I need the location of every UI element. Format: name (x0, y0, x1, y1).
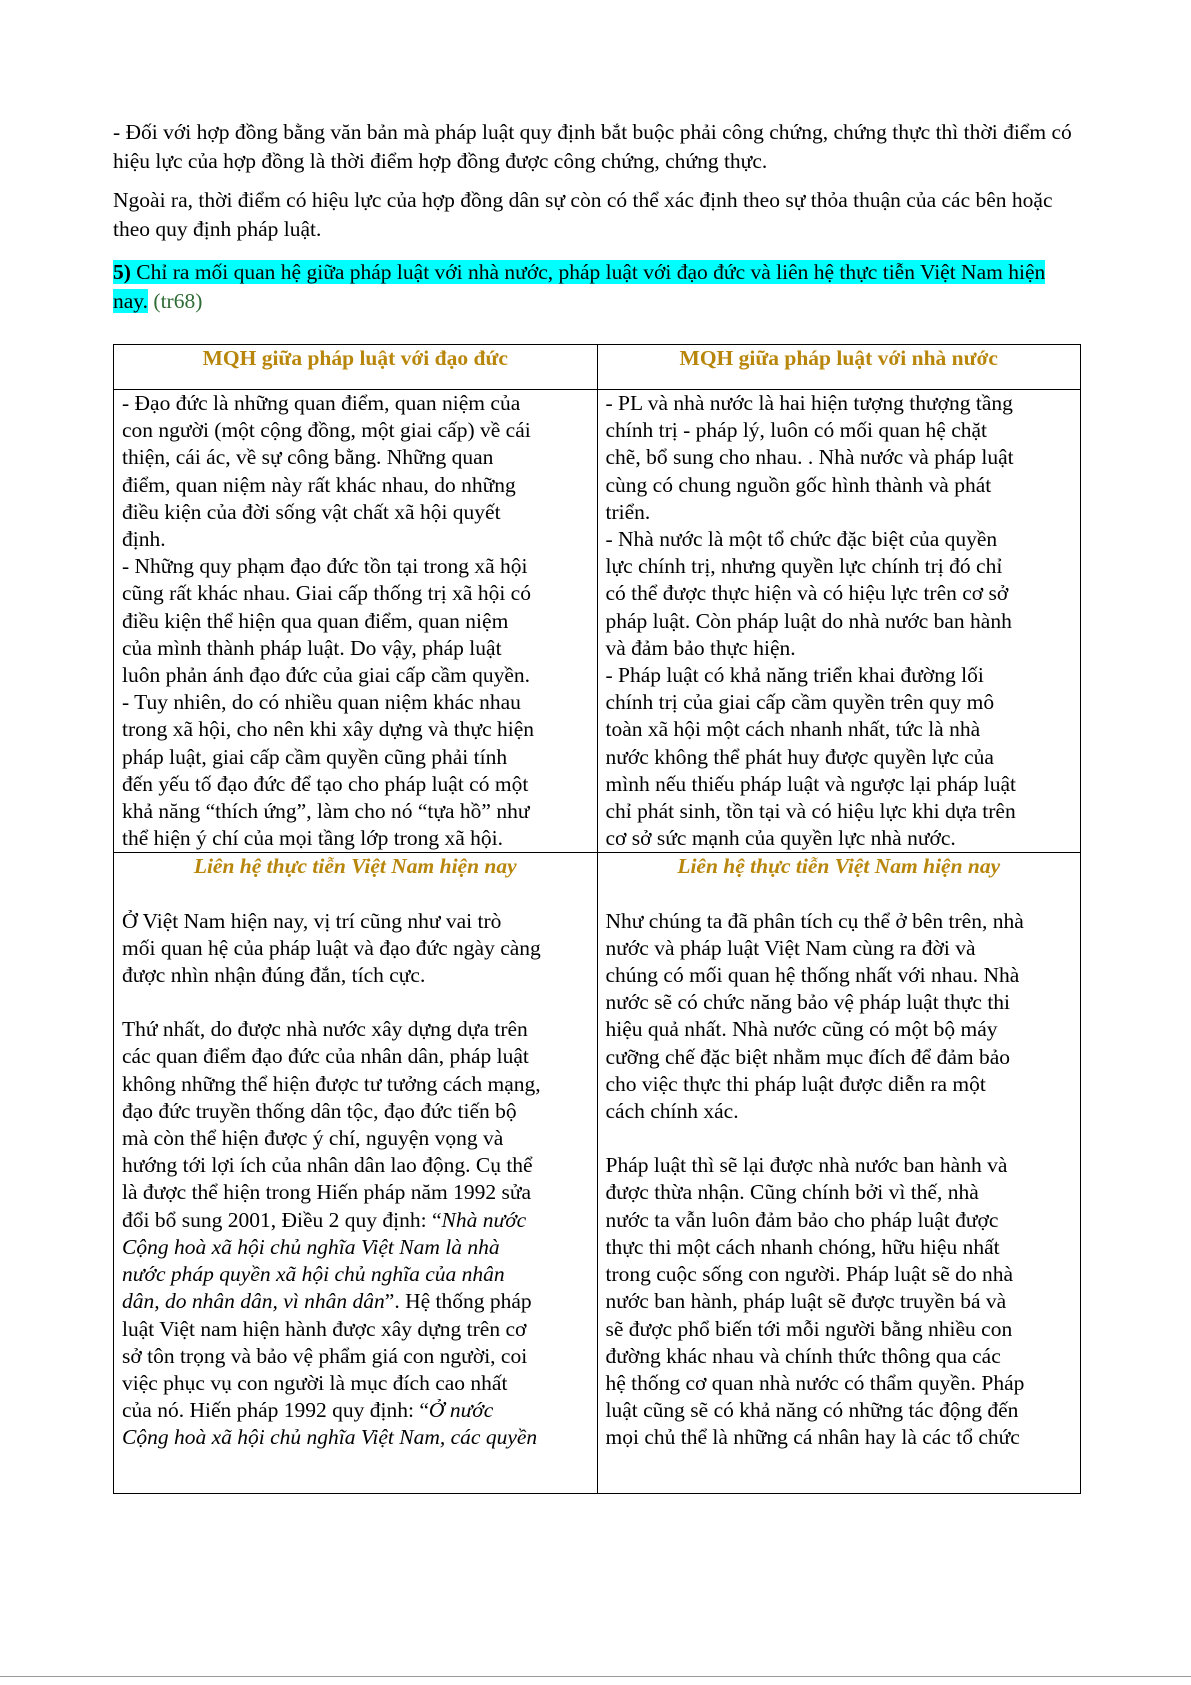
text-line: chúng có mối quan hệ thống nhất với nhau. Nhà (605, 963, 1020, 988)
table-row-theory (114, 390, 1081, 853)
document-page (113, 118, 1083, 326)
vietnam-state-para-1 (606, 908, 1073, 1126)
header-law-morality: MQH giữa pháp luật với đạo đức (114, 345, 598, 390)
text-line: thiện, cái ác, về sự công bằng. Những quan (122, 445, 494, 470)
cell-vietnam-state (597, 853, 1081, 1494)
text-line: mối quan hệ của pháp luật và đạo đức ngày càng (122, 935, 541, 960)
text-line: khả năng “thích ứng”, làm cho nó “tựa hồ” như (122, 799, 530, 824)
vietnam-morality-para-2 (122, 1016, 589, 1451)
page-footer-rule (0, 1676, 1191, 1677)
text-line: chẽ, bổ sung cho nhau. . Nhà nước và pháp luật (605, 445, 1014, 470)
text-line: nước ban hành, pháp luật sẽ được truyền bá và (605, 1289, 1007, 1314)
table-header-row (114, 345, 1081, 390)
text-line: được thừa nhận. Cũng chính bởi vì thế, nhà (605, 1180, 979, 1205)
text-line: pháp luật, giai cấp cầm quyền cũng phải tính (122, 744, 508, 769)
text-line: hướng tới lợi ích của nhân dân lao động. Cụ thể (122, 1153, 533, 1178)
comparison-table (113, 344, 1081, 1494)
question-highlight (113, 260, 1045, 313)
vietnam-morality-para-1 (122, 908, 589, 990)
text-line: luật Việt nam hiện hành được xây dựng trên cơ (122, 1316, 527, 1341)
text-line: Như chúng ta đã phân tích cụ thể ở bên trên, nhà (605, 908, 1024, 933)
text-line: chính trị của giai cấp cầm quyền trên quy mô (605, 690, 995, 715)
text-line: cưỡng chế đặc biệt nhằm mục đích để đảm bảo (605, 1044, 1011, 1069)
constitution-text: đổi bổ sung 2001, Điều 2 quy định: “ (122, 1207, 442, 1232)
text-line: Pháp luật thì sẽ lại được nhà nước ban hành và (605, 1153, 1008, 1178)
text-line: pháp luật. Còn pháp luật do nhà nước ban hành (605, 608, 1012, 633)
text-line: thực thi một cách nhanh chóng, hữu hiệu nhất (605, 1234, 1000, 1259)
text-line: điểm, quan niệm này rất khác nhau, do những (122, 472, 516, 497)
constitution-quote: Cộng hoà xã hội chủ nghĩa Việt Nam là nhà (122, 1234, 500, 1259)
text-line: việc phục vụ con người là mục đích cao nhất (122, 1370, 508, 1395)
constitution-quote: Nhà nước (441, 1207, 527, 1232)
text-line: các quan điểm đạo đức của nhân dân, pháp luật (122, 1044, 529, 1069)
text-line: hệ thống cơ quan nhà nước có thẩm quyền. Pháp (605, 1370, 1025, 1395)
text-line: điều kiện thể hiện qua quan điểm, quan niệm (122, 608, 509, 633)
text-line: chỉ phát sinh, tồn tại và có hiệu lực khi dựa trên (605, 799, 1016, 824)
text-line: toàn xã hội một cách nhanh nhất, tức là nhà (605, 717, 981, 742)
cell-law-state (597, 390, 1081, 853)
text-line: trong cuộc sống con người. Pháp luật sẽ do nhà (605, 1262, 1014, 1287)
constitution-text: của nó. Hiến pháp 1992 quy định: “ (122, 1398, 429, 1423)
text-line: trong xã hội, cho nên khi xây dựng và thực hiện (122, 717, 535, 742)
text-line: sở tôn trọng và bảo vệ phẩm giá con người, coi (122, 1343, 528, 1368)
text-line: Ở Việt Nam hiện nay, vị trí cũng như vai trò (122, 908, 502, 933)
text-line: nước sẽ có chức năng bảo vệ pháp luật thực thi (605, 990, 1011, 1015)
vietnam-state-para-2 (606, 1152, 1073, 1451)
text-line: - Tuy nhiên, do có nhiều quan niệm khác nhau (122, 690, 521, 715)
text-line: mà còn thể hiện được ý chí, nguyện vọng và (122, 1126, 504, 1151)
header-law-state: MQH giữa pháp luật với nhà nước (597, 345, 1081, 390)
text-line: mình nếu thiếu pháp luật và ngược lại pháp luật (605, 771, 1017, 796)
text-line: lực chính trị, nhưng quyền lực chính trị đó chỉ (605, 554, 1003, 579)
text-line: đạo đức truyền thống dân tộc, đạo đức tiến bộ (122, 1098, 517, 1123)
text-line: không những thể hiện được tư tưởng cách mạng, (122, 1071, 541, 1096)
text-line: thể hiện ý chí của mọi tầng lớp trong xã hội. (122, 826, 503, 851)
text-line: có thể được thực hiện và có hiệu lực trên cơ sở (605, 581, 1009, 606)
paragraph-contract-notarization: - Đối với hợp đồng bằng văn bản mà pháp luật quy định bắt buộc phải công chứng, chứng thực thì thời điểm có hiệu lực của hợp đồng là thời điểm hợp đồng được công chứng, chứng thực. (113, 120, 1072, 173)
text-line: mọi chủ thể là những cá nhân hay là các tổ chức (605, 1425, 1020, 1450)
text-line: và đảm bảo thực hiện. (605, 635, 796, 660)
text-line: nước không thể phát huy được quyền lực của (605, 744, 994, 769)
law-state-text (606, 390, 1073, 852)
text-line: hiệu quả nhất. Nhà nước cũng có một bộ máy (605, 1017, 998, 1042)
text-line: - Đạo đức là những quan điểm, quan niệm của (122, 391, 521, 415)
page-reference: (tr68) (148, 289, 203, 313)
text-line: triển. (605, 499, 651, 524)
text-line: định. (122, 527, 166, 552)
vietnam-practice-heading-right: Liên hệ thực tiễn Việt Nam hiện nay (677, 854, 1001, 879)
question-5 (113, 258, 1083, 316)
question-number: 5) (113, 260, 131, 284)
text-line: luật cũng sẽ có khả năng có những tác động đến (605, 1398, 1019, 1423)
constitution-quote: nước pháp quyền xã hội chủ nghĩa của nhân (122, 1262, 505, 1287)
text-line: của mình thành pháp luật. Do vậy, pháp luật (122, 635, 502, 660)
text-line: - PL và nhà nước là hai hiện tượng thượng tầng (605, 391, 1013, 415)
cell-law-morality (114, 390, 598, 853)
question-text: Chỉ ra mối quan hệ giữa pháp luật với nhà nước, pháp luật với đạo đức và liên hệ thực tiễn Việt Nam hiện nay. (113, 260, 1046, 313)
text-line: cùng có chung nguồn gốc hình thành và phát (605, 472, 992, 497)
text-line: là được thể hiện trong Hiến pháp năm 1992 sửa (122, 1180, 532, 1205)
text-line: đường khác nhau và chính thức thông qua các (605, 1343, 1001, 1368)
text-line: đến yếu tố đạo đức để tạo cho pháp luật có một (122, 771, 529, 796)
text-line: - Những quy phạm đạo đức tồn tại trong xã hội (122, 554, 528, 579)
text-line: - Pháp luật có khả năng triển khai đường lối (605, 663, 984, 688)
law-morality-text (122, 390, 589, 852)
text-line: cho việc thực thi pháp luật được diễn ra một (605, 1071, 986, 1096)
text-line: chính trị - pháp lý, luôn có mối quan hệ chặt (605, 418, 988, 443)
table-row-vietnam (114, 853, 1081, 1494)
text-line: cơ sở sức mạnh của quyền lực nhà nước. (605, 826, 956, 851)
text-line: nước ta vẫn luôn đảm bảo cho pháp luật được (605, 1207, 999, 1232)
text-line: luôn phản ánh đạo đức của giai cấp cầm quyền. (122, 663, 531, 688)
text-line: Thứ nhất, do được nhà nước xây dựng dựa trên (122, 1017, 528, 1042)
text-line: sẽ được phổ biến tới mỗi người bằng nhiều con (605, 1316, 1013, 1341)
constitution-text: ”. Hệ thống pháp (384, 1289, 532, 1314)
text-line: - Nhà nước là một tổ chức đặc biệt của quyền (605, 527, 998, 552)
text-line: được nhìn nhận đúng đắn, tích cực. (122, 963, 426, 988)
text-line: cũng rất khác nhau. Giai cấp thống trị xã hội có (122, 581, 531, 606)
text-line: nước và pháp luật Việt Nam cùng ra đời và (605, 935, 976, 960)
paragraph-contract-agreement: Ngoài ra, thời điểm có hiệu lực của hợp đồng dân sự còn có thể xác định theo sự thỏa thuận của các bên hoặc theo quy định pháp luật. (113, 188, 1053, 241)
text-line: cách chính xác. (605, 1099, 739, 1124)
constitution-quote: Cộng hoà xã hội chủ nghĩa Việt Nam, các quyền (122, 1425, 538, 1450)
text-line: điều kiện của đời sống vật chất xã hội quyết (122, 499, 501, 524)
cell-vietnam-morality (114, 853, 598, 1494)
constitution-quote: Ở nước (428, 1398, 494, 1423)
vietnam-practice-heading-left: Liên hệ thực tiễn Việt Nam hiện nay (193, 854, 517, 879)
text-line: con người (một cộng đồng, một giai cấp) về cái (122, 418, 531, 443)
constitution-quote: dân, do nhân dân, vì nhân dân (122, 1289, 385, 1314)
